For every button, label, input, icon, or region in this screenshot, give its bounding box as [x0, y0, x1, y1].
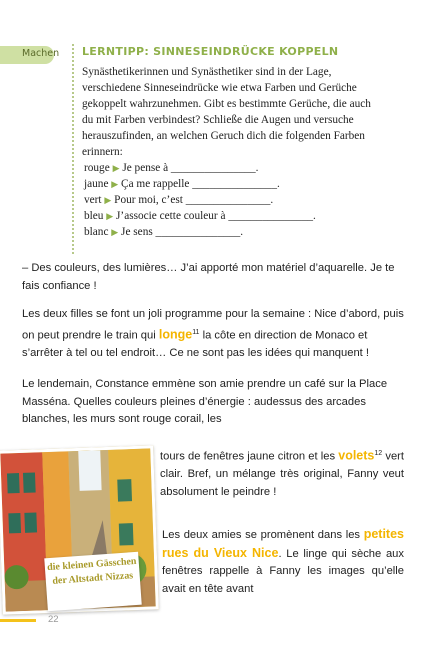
- tip-list-item: [84, 209, 316, 225]
- arrow-icon: ▶: [111, 178, 119, 189]
- tip-list-item: [84, 225, 316, 241]
- tip-phrase: Ça me rappelle _______________.: [121, 177, 280, 190]
- arrow-icon: ▶: [106, 210, 114, 221]
- tip-color: rouge: [84, 162, 110, 174]
- page-bar: [0, 619, 36, 622]
- photo-caption: die kleinen Gässchen der Altstadt Nizzas: [44, 552, 141, 611]
- story-text: tours de fenêtres jaune citron et les: [160, 450, 336, 463]
- footnote-ref: 12: [374, 450, 383, 457]
- arrow-icon: ▶: [111, 226, 119, 237]
- tip-phrase: Je sens _______________.: [121, 225, 244, 238]
- story-text: . Le linge qui sèche aux fenêtres rappelle à Fanny les images qu’elle avait en tête avant: [162, 547, 404, 595]
- tip-box-border: [72, 44, 74, 254]
- story-paragraph: [160, 445, 404, 502]
- story-paragraph: – Des couleurs, des lumières… J’ai apporté mon matériel d’aquarelle. Je te fais confiance !: [22, 262, 395, 292]
- tip-phrase: J’associe cette couleur à _______________.: [116, 209, 316, 222]
- tip-list-item: [84, 177, 316, 193]
- vocab-highlight: petites rues du Vieux Nice: [162, 527, 404, 560]
- page-number: 22: [48, 614, 59, 625]
- tip-list-item: [84, 161, 316, 177]
- arrow-icon: ▶: [112, 163, 120, 173]
- story-text: vert clair. Bref, un mélange très original, Fanny veut absolument le peindre !: [160, 450, 405, 498]
- story-text: Les deux filles se font un joli programme pour la semaine : Nice d’abord, puis on peut prendre le train qui: [22, 308, 404, 342]
- tip-list: [84, 161, 316, 241]
- tip-phrase: Je pense à _______________.: [122, 162, 259, 174]
- tip-phrase: Pour moi, c’est _______________.: [114, 193, 274, 206]
- footnote-ref: 11: [192, 328, 200, 336]
- tip-text: Synästhetikerinnen und Synästhetiker sind in der Lage, verschiedene Sinneseindrücke wie etwa Farben und Gerüche gekoppelt wahrzunehmen. Gibt es bestimmte Gerüche, die auch du mit Farben verbindest? Schließe die Augen und versuche herauszufinden, an welchen Geruch dich die folgenden Farben erinnern:: [82, 66, 371, 158]
- tip-color: blanc: [84, 225, 109, 238]
- vocab-highlight: longe: [158, 327, 193, 342]
- story-text: la côte en direction de Monaco et s’arrêter à tel ou tel endroit… Ce ne sont pas les idées qui manquent !: [22, 329, 370, 359]
- story-paragraph: [162, 526, 404, 598]
- tip-color: jaune: [84, 177, 109, 190]
- section-tab-label: Machen: [22, 48, 60, 59]
- tip-list-item: [84, 193, 316, 209]
- tip-color: bleu: [84, 209, 104, 222]
- tip-color: vert: [84, 193, 102, 206]
- story-paragraph: Le lendemain, Constance emmène son amie prendre un café sur la Place Masséna. Quelles couleurs pleines d’énergie : audessus des arcades blanches, les murs sont rouge corail, les: [22, 378, 388, 426]
- arrow-icon: ▶: [104, 194, 112, 205]
- story-text: Les deux amies se promènent dans les: [162, 529, 361, 541]
- tip-title: LERNTIPP: SINNESEINDRÜCKE KOPPELN: [82, 45, 339, 58]
- section-tab: [0, 46, 60, 64]
- vocab-highlight: volets: [338, 448, 375, 463]
- story-paragraph: [22, 306, 404, 363]
